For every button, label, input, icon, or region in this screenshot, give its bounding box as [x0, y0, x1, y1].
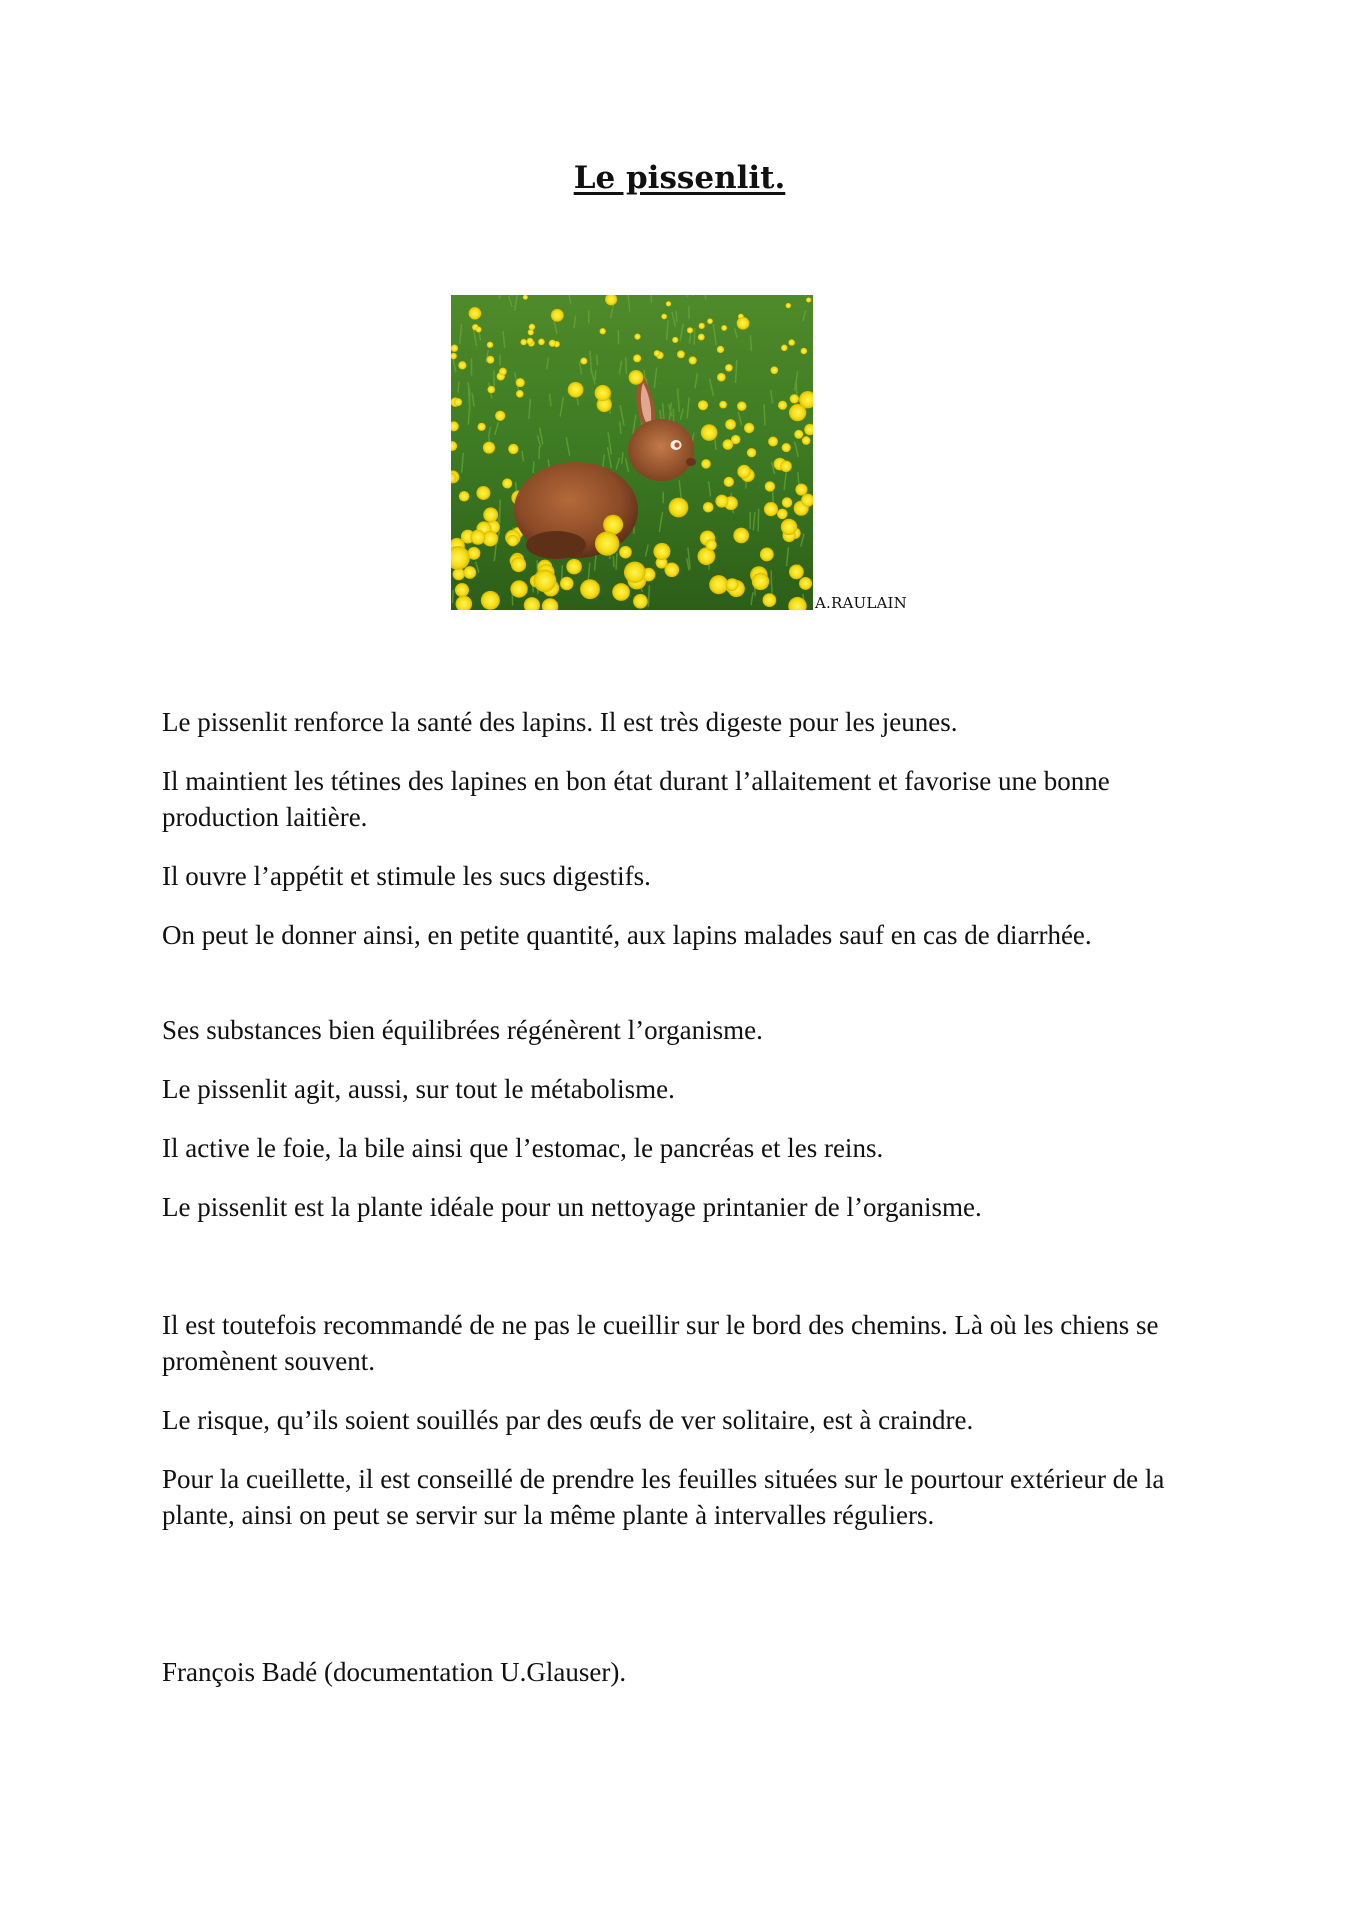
paragraph-7: Il active le foie, la bile ainsi que l’estomac, le pancréas et les reins. — [162, 1133, 884, 1163]
paragraph-8: Le pissenlit est la plante idéale pour un nettoyage printanier de l’organisme. — [162, 1192, 982, 1222]
photo-illustration — [451, 295, 813, 610]
paragraph-5: Ses substances bien équilibrées régénèrent l’organisme. — [162, 1015, 763, 1045]
paragraph-10: Le risque, qu’ils soient souillés par des œufs de ver solitaire, est à craindre. — [162, 1405, 974, 1435]
signature: François Badé (documentation U.Glauser). — [162, 1657, 627, 1687]
paragraph-6: Le pissenlit agit, aussi, sur tout le métabolisme. — [162, 1074, 675, 1104]
document-title: Le pissenlit. — [573, 160, 786, 196]
paragraph-4: On peut le donner ainsi, en petite quantité, aux lapins malades sauf en cas de diarrhée. — [162, 920, 1092, 950]
rabbit-dandelion-photo — [451, 295, 813, 610]
paragraph-2: Il maintient les tétines des lapines en bon état durant l’allaitement et favorise une bonne production laitière. — [162, 766, 1110, 832]
paragraph-3: Il ouvre l’appétit et stimule les sucs digestifs. — [162, 861, 651, 891]
paragraph-9: Il est toutefois recommandé de ne pas le cueillir sur le bord des chemins. Là où les chiens se promènent souvent. — [162, 1310, 1159, 1376]
paragraph-11: Pour la cueillette, il est conseillé de prendre les feuilles situées sur le pourtour extérieur de la plante, ainsi on peut se servir sur la même plante à intervalles réguliers. — [162, 1464, 1165, 1530]
paragraph-1: Le pissenlit renforce la santé des lapins. Il est très digeste pour les jeunes. — [162, 707, 958, 737]
photo-credit: A.RAULAIN — [815, 594, 908, 612]
